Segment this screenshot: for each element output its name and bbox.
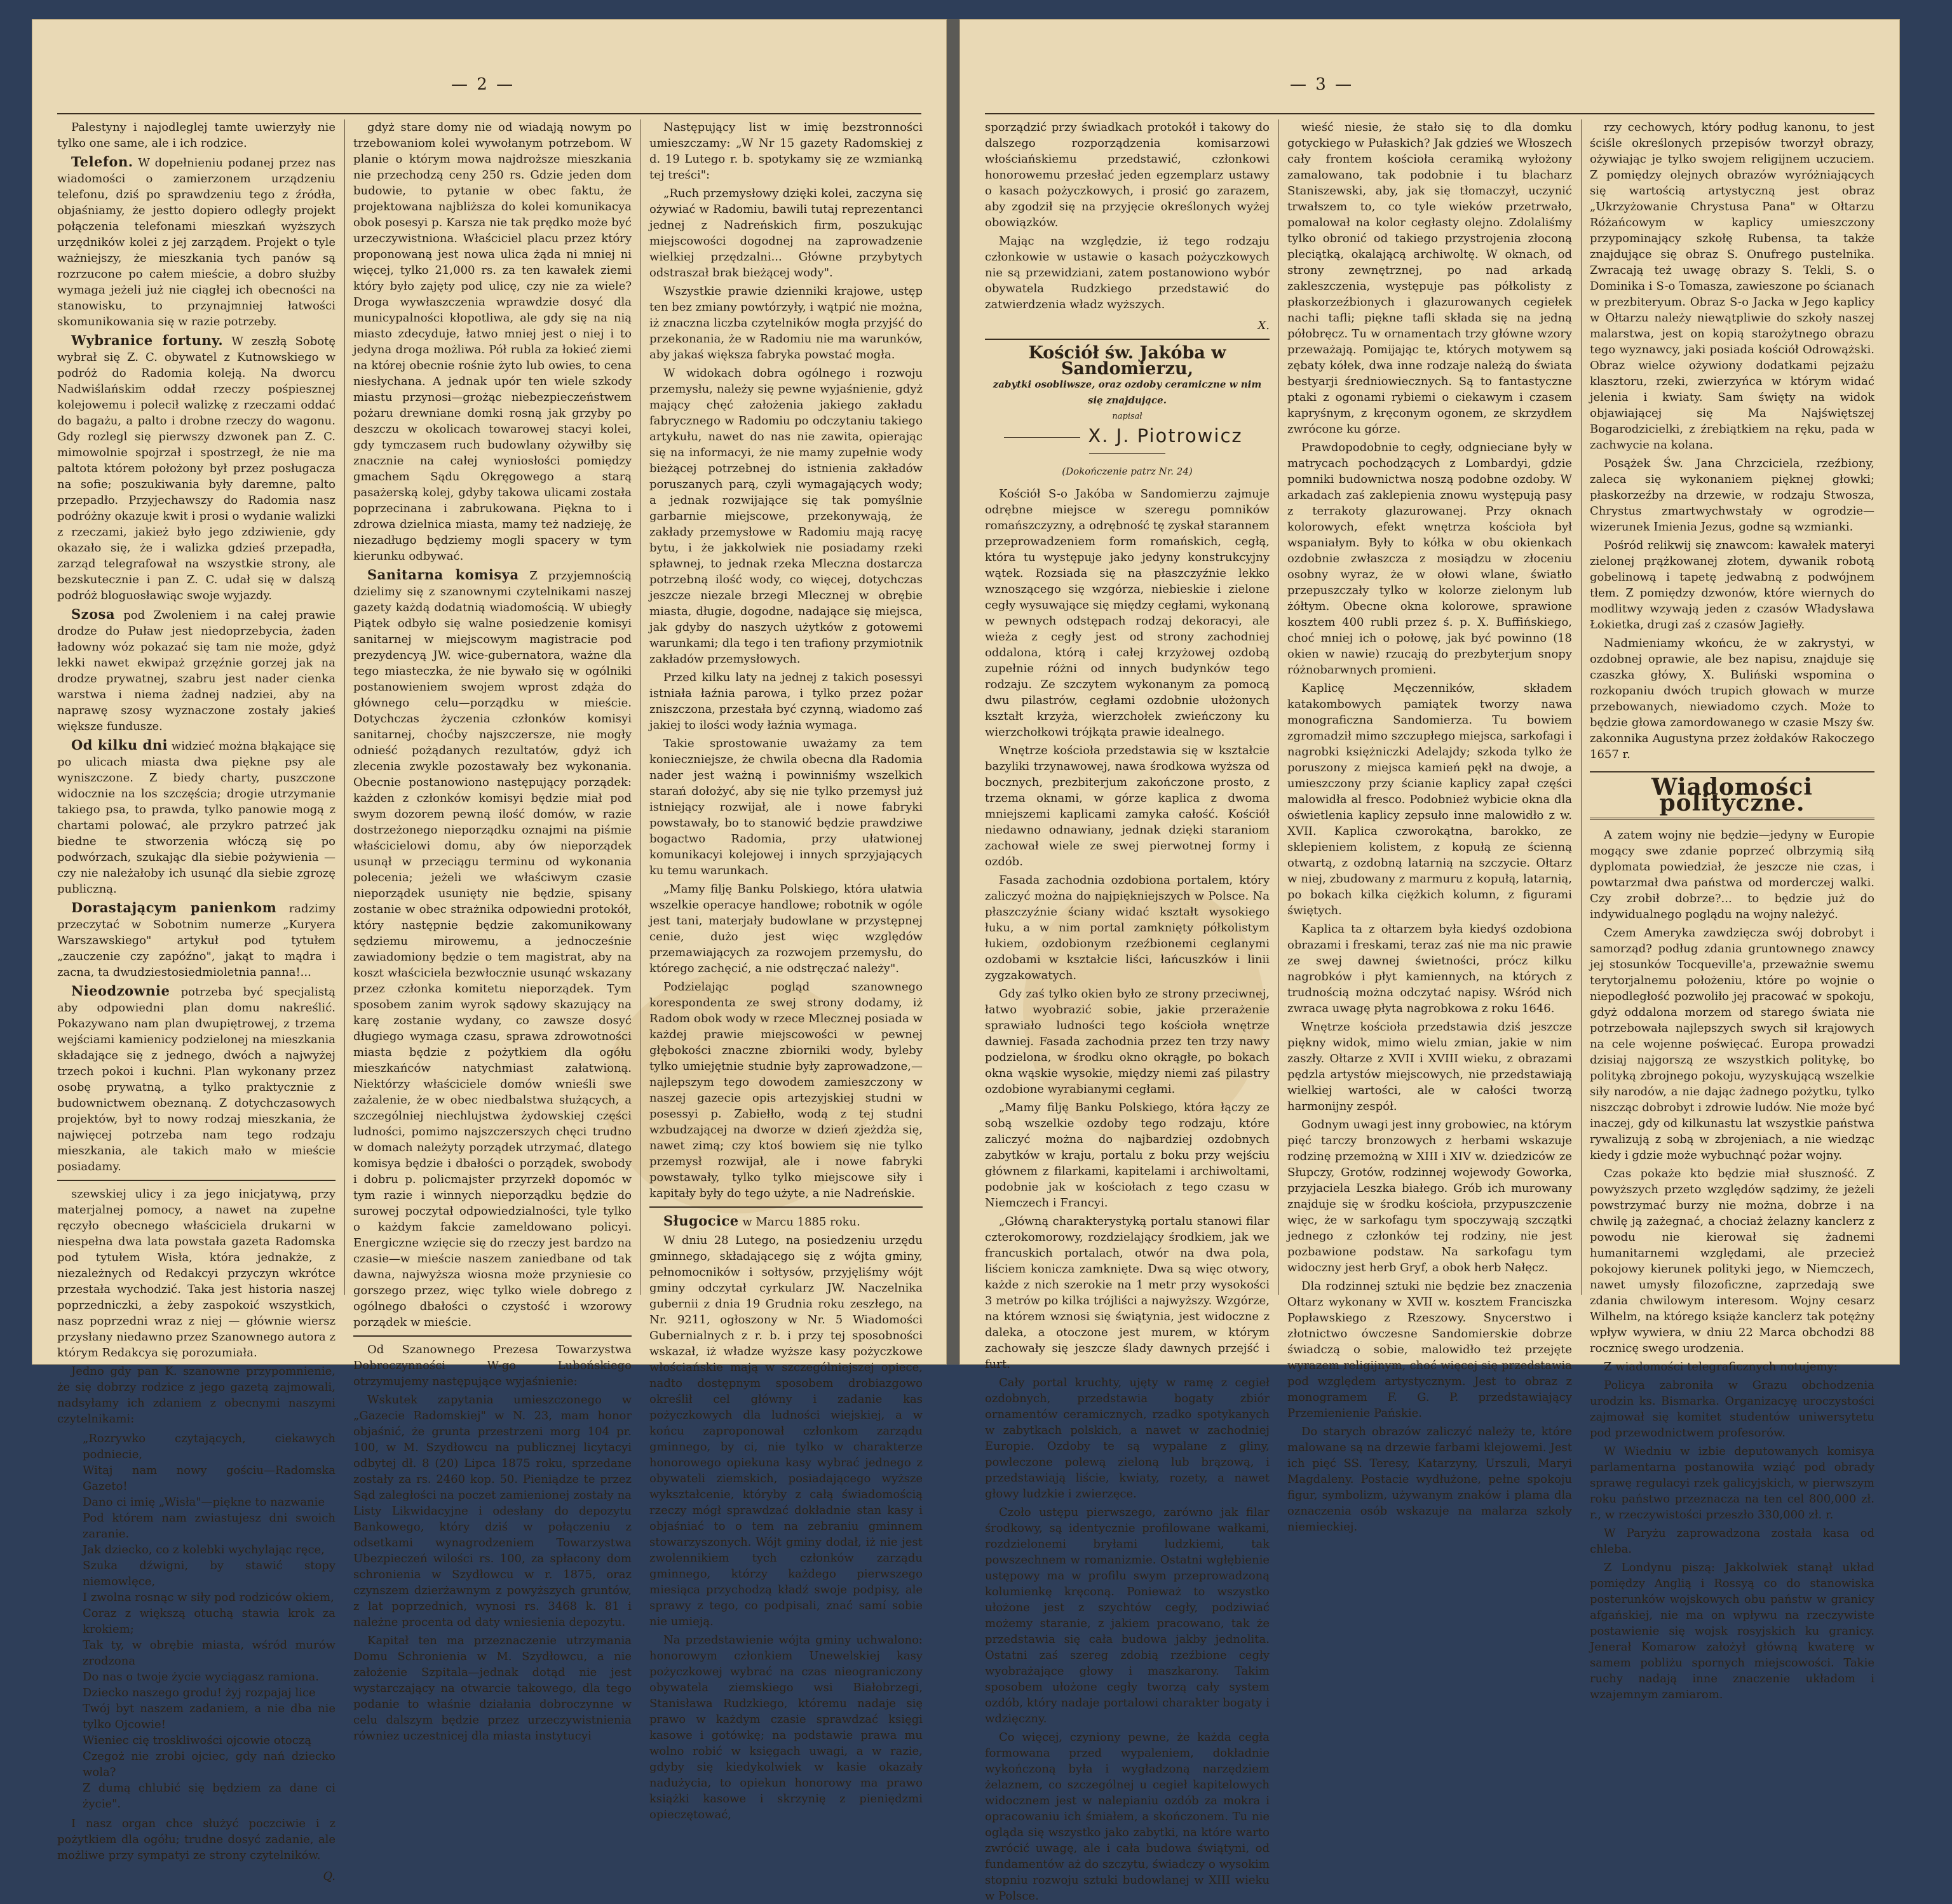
- paragraph-text: W Wiedniu w izbie deputowanych komisya parlamentarna postanowiła wziąć pod obrady sprawę regulacyi rzek galicyjskich, w pierwszym roku państwo przeznacza na ten cel 800,000 zł. r., w rzeczywistości przeszło 330,000 zł. r.: [1590, 1445, 1874, 1522]
- paragraph-text: Prawdopodobnie to cegły, odgnieciane były w matrycach pochodzących z Lombardyi, gdzie pomniki budownictwa noszą podobne ozdoby. W arkadach zaś zaklepienia znowu występują pasy z terrakoty glazurowanej. Przy oknach kolorowych, efekt wnętrza kościoła był wspaniałym. Były to kółka w obu okienkach ozdobnie zwłaszcza z mosiądzu w złoceniu osobny wyraz, że w ołowi wlane, światło przepuszczały tylko w kolorze zielonym lub żółtym. Obecne okna kolorowe, sprawione kosztem 400 rubli przez ś. p. X. Buffińskiego, choć mniej ich o połowę, jak być powinno (18 okien w nawie) rzucają do prezbyterjum snopy różnobarwnych promieni.: [1287, 441, 1572, 677]
- article-title: Kościół św. Jakóba w Sandomierzu,: [1028, 343, 1226, 379]
- poem-line: Dano ci imię „Wisła"—piękne to nazwanie: [83, 1496, 325, 1509]
- article-paragraph: [57, 119, 336, 151]
- article-paragraph: [1590, 537, 1874, 633]
- article-subtitle: zabytki osobliwsze, oraz ozdoby ceramiczne w nim się znajdujące.: [993, 379, 1262, 406]
- article-paragraph: sporządzić przy świadkach protokół i takowy do dalszego rozporządzenia komisarzowi włościańskiemu przedstawić, członkowi honorowemu przesłać jeden egzemplarz ustawy o kasach pożyczkowych, i prosić go zarazem, aby zgodził się na przyjęcie określonych wyżej obowiązków.: [985, 121, 1270, 229]
- paragraph-text: Z Londynu piszą: Jakkolwiek stanął układ pomiędzy Anglią i Rossyą co do stanowiska posterunków wojskowych obu państw w granicy afgańskiej, nie ma on wpływu na rzeczywiste postawienie się wojsk rosyjskich ku granicy. Jenerał Komarow założył główną kwaterę w samem pobliżu spornych miejscowości. Takie ruchy nadają inne znaczenie układom i wzajemnym zamiarom.: [1590, 1561, 1874, 1701]
- paragraph-text: Posążek Św. Jana Chrzciciela, rzeźbiony, zaleca się wykonaniem pięknej głowki; płaskorzeźby na drzewie, w rodzaju Stwosza, Chrystus zmartwychwstały w ogrodzie—wizerunek Imienia Jezus, godne są wzmianki.: [1590, 457, 1874, 534]
- right-page: [959, 19, 1900, 1903]
- article-paragraph: [1590, 1560, 1874, 1703]
- left-column-3: [649, 119, 923, 1821]
- paragraph-text: Fasada zachodnia ozdobiona portalem, który zaliczyć można do najpiękniejszych w Polsce. Na płaszczyźnie ściany widać kształt wysokiego łuku, a w nim portal zamknięty półkolistym łukiem, ozdobionym rzeźbionemi ceglanymi ozdobami w kształcie liści, łańcuszków i linii zygzakowatych.: [985, 874, 1270, 982]
- decorative-rule: [1089, 453, 1165, 454]
- section-title: Wiadomości polityczne.: [1590, 771, 1874, 820]
- paragraph-text: Wskutek zapytania umieszczonego w „Gazecie Radomskiej" w N. 23, mam honor objaśnić, że grunta przestrzeni morg 104 pr. 100, w M. Szydłowcu na publicznej licytacyi odbytej dł. 8 (20) Lipca 1875 roku, sprzedane zostały za rs. 2460 kop. 50. Pieniądze te przez Sąd zaległości na poczet zamienionej zostały na Listy Likwidacyjne i odesłany do depozytu Bankowego, który dziś w połączeniu z odsetkami wynagrodzeniem Towarzystwa Ubezpieczeń wilości rs. 100, za spłacony dom schronienia w Szydłowcu w r. 1875, oraz czynszem dzierżawnym z powyższych gruntów, z lat poprzednich, wynosi rs. 3468 k. 81 i należne procenta od daty wniesienia depozytu.: [353, 1393, 632, 1629]
- article-paragraph: [985, 743, 1270, 870]
- paragraph-text: Kaplicę Męczenników, składem katakombowych pamiątek tworzy nawa monograficzna Sandomierza. Tu bowiem zgromadził mimo szczupłego miejsca, sarkofagi i nagrobki księżniczki Adelajdy; szkoda tylko że poruszony z miejsca kamień pękł na dwoje, a umieszczony przy ścianie kaplicy zapał części malowidła al fresco. Podobnież wybicie okna dla oświetlenia kaplicy zepsuło inne malowidło z w. XVII. Kaplica czworokątna, barokko, ze sklepieniem kolistem, z kopułą ze ścienną otwartą, z ozdobną latarnią na szczycie. Ołtarz w niej, zbudowany z marmuru z kopułą, latarnią, po bokach kilka ciężkich kolumn, z figurami świętych.: [1287, 682, 1572, 917]
- paragraph-text: Przed kilku laty na jednej z takich posessyi istniała łaźnia parowa, i tylko przez pożar zniszczona, przestała być czynną, wiadomo zaś jakiej to ilości wody łaźnia wymaga.: [649, 671, 923, 732]
- paragraph-lead: Szosa: [71, 606, 116, 622]
- paragraph-text: Podzielając pogląd szanownego korespondenta ze swej strony dodamy, iż Radom obok wody w rzece Mlecznej posiada w każdej prawie miejscowości w pewnej głębokości znaczne zbiorniki wody, byleby tylko umiejętnie studnie były zaprowadzone,—najlepszym tego dowodem zamieszczony w naszej gazecie opis artezyjskiej studni w posessyi p. Zabiełło, wodą z tej studni wzbudzającej na dworze w dzień zjeżdża się, nawet zimą; czy ktoś bowiem się nie tylko przemysł rozwijał, ale i nowe fabryki powstawały, tylko tylko miejscowe siły i kapitały były do tego użyte, a nie Nadreńskie.: [649, 980, 923, 1200]
- article-paragraph: I nasz organ chce służyć poczciwie i z pożytkiem dla ogółu; trudne dosyć zadanie, ale możliwe przy sympatyi ze strony czytelników.: [57, 1817, 336, 1862]
- paragraph-text: „Mamy filję Banku Polskiego, która ułatwia wszelkie operacye handlowe; robotnik w ogóle jest tani, materjały budowlane w przystępnej cenie, dużo jest więc względów przemawiających za rozwojem przemysłu, do którego zachęcić, a nie odstręczać należy".: [649, 882, 923, 975]
- poem-line: Z dumą chlubić się będziem za dane ci życie".: [83, 1781, 336, 1811]
- paragraph-text: Gdy zaś tylko okien było ze strony przeciwnej, łatwo wyobrazić sobie, jakie przerażenie sprawiało ludności tego kościoła wnętrze dawniej. Fasada zachodnia przez ten trzy nawy podzielona, w środku okno okrągłe, po bokach okna wąskie wysokie, między niemi zaś pilastry ozdobione wyrabianymi cegłami.: [985, 987, 1270, 1096]
- paragraph-text: Pośród relikwij się znawcom: kawałek materyi zielonej prążkowanej złotem, dywanik robotą gobelinową i tapetę jedwabną z podwójnem tłem. Z pomiędzy dzwonów, które wiernych do modlitwy wzywają jeden z czasów Władysława Łokietka, drugi zaś z czasów Jagiełły.: [1590, 539, 1874, 631]
- article-paragraph: [1590, 119, 1874, 453]
- paragraph-text: potrzeba być specjalistą aby odpowiedni plan domu nakreślić. Pokazywano nam plan dwupiętrowej, z trzema wejściami kamienicy podzielonej na mieszkania składające się z jednego, dwóch a najwyżej trzech pokoi i kuchni. Plan wykonany przez osobę prywatną, a tylko praktycznie z budownictwem obeznaną. Z dotychczasowych projektów, był to nowy rodzaj mieszkania, że najwięcej potrzeba nam tego rodzaju mieszkania, ale takich mało w mieście posiadamy.: [57, 985, 336, 1173]
- article-paragraph: [985, 872, 1270, 983]
- paragraph-text: Palestyny i najodleglej tamte uwierzyły nie tylko one same, ale i ich rodzice.: [57, 121, 336, 150]
- section-divider: [649, 1206, 923, 1208]
- article-paragraph: [1590, 635, 1874, 762]
- column-rule: [344, 119, 345, 1295]
- paragraph-lead: Nieodzownie: [71, 983, 170, 999]
- paragraph-text: Wszystkie prawie dzienniki krajowe, ustęp ten bez zmiany powtórzyły, i wątpić nie można, iż znaczna liczba czytelników mogła przyjść do przekonania, że w Radomiu nie ma warunków, aby jakaś większa fabryka powstać mogła.: [649, 285, 923, 361]
- article-paragraph: [1287, 1424, 1572, 1535]
- paragraph-text: Następujący list w imię bezstronności umieszczamy: „W Nr 15 gazety Radomskiej z d. 19 Lutego r. b. spotykamy się ze wzmianką tej treści":: [649, 121, 923, 182]
- page-number-left: — 2 —: [451, 75, 515, 94]
- article-paragraph: [57, 737, 336, 897]
- page-number-right: — 3 —: [1290, 75, 1354, 94]
- article-continuation-note: (Dokończenie patrz Nr. 24): [1062, 466, 1193, 477]
- article-signature: Q.: [323, 1870, 336, 1883]
- decorative-rule: [1004, 437, 1080, 438]
- paragraph-lead: Sługocice: [663, 1213, 739, 1229]
- poem-line: Tak ty, w obrębie miasta, wśród murów zrodzona: [83, 1638, 336, 1668]
- article-paragraph: [57, 983, 336, 1175]
- paragraph-lead: Wybranice fortuny.: [71, 332, 224, 348]
- poem-line: Dziecko naszego grodu! żyj rozpajaj lice: [83, 1686, 316, 1699]
- article-heading: [985, 345, 1270, 480]
- poem-line: Pod którem nam zwiastujesz dni swoich zaranie.: [83, 1511, 336, 1541]
- article-paragraph: [57, 900, 336, 980]
- paragraph-text: W dniu 28 Lutego, na posiedzeniu urzędu gminnego, składającego się z wójta gminy, pełnomocników i sołtysów, przyjęliśmy wójt gminy odczytał cyrkularz JW. Naczelnika gubernii z dnia 19 Grudnia roku zeszłego, na Nr. 9211, ogłoszony w Nr. 5 Wiadomości Gubernialnych z r. b. i przy tej sposobności wskazał, iż władze wyższe kasy pożyczkowe włościańskie mają w szczególniejszej opiece, nadto dostępnym sposobem drobiazgowo określił cel główny i zadanie kas pożyczkowych dla ludności wiejskiej, a w końcu zaproponował członkom zarządu gminnego, by ci, nie tylko w charakterze honorowego opiekuna kasy wybrać jednego z obywateli ziemskich, posiadającego wyższe wykształcenie, któryby z całą świadomością rzeczy mógł sprawdzać dokładnie stan kasy i objaśniać to o tem na zebraniu gminnem stowarzyszonych. Wójt gminy dodał, iż nie jest zwolennikiem tych członków zarządu gminnego, którzy każdego pierwszego miesiąca przychodzą kładź swoje podpisy, ale sprawy z tego, co podpisali, znać samí sobie nie umieją.: [649, 1234, 923, 1628]
- paragraph-text: w Marcu 1885 roku.: [742, 1215, 860, 1229]
- article-paragraph: [649, 1232, 923, 1630]
- article-paragraph: [57, 606, 336, 734]
- paragraph-text: Takie sprostowanie uważamy za tem konieczniejsze, że chwila obecna dla Radomia nader jest ważną i powinniśmy wszelkich starań dołożyć, aby się nie tylko przemysł już istniejący rozwijał, ale i nowe fabryki powstawały, bo to stanowić będzie prawdziwe bogactwo Radomia, przy ułatwionej komunikacyi kolejowej i innych sprzyjających ku temu warunkach.: [649, 737, 923, 877]
- article-paragraph: [985, 1100, 1270, 1211]
- article-paragraph: [649, 881, 923, 976]
- paragraph-text: Kościół S-o Jakóba w Sandomierzu zajmuje odrębne miejsce w szeregu pomników romańszczyzny, a odrębność tę zyskał starannem przeprowadzeniem form romańskich, cegłą, która tu występuje jako jedyny konstrukcyjny wątek. Rozsiada się na płaszczyźnie lekko wznoszącego się wzgórza, niebieskie i zielone cegły wysuwające się między cegłami, wykonaną w pewnych odstępach rodzaj dekoracyi, ale wieża z cegły jest od strony zachodniej oddalona, którą i całej krzyżowej ozdobą zupełnie różni od innych budynków tego rodzaju. Ze szczytem wykonanym za pomocą dwu pilastrów, cegłami ozdobnie ułożonych kształt krzyża, wierzchołek zwieńczony ku wierzchołkowi trójkąta prawie idealnego.: [985, 487, 1270, 739]
- article-paragraph: [57, 332, 336, 604]
- poem-line: Witaj nam nowy gościu—Radomska Gazeto!: [83, 1464, 336, 1493]
- article-author-name: X. J. Piotrowicz: [1088, 425, 1243, 447]
- article-paragraph: [1287, 440, 1572, 678]
- paragraph-text: gdyż stare domy nie od wiadają nowym po trzebowaniom kolei wywołanym potrzebom. W planie o którym mowa najdroższe mieszkania nie przechodzą ceny 250 rs. Gdzie jeden dom budowie, to pytanie w obec faktu, że projektowana najbliższa do kolei komunikacya obok posesyi p. Karsza nie tak prędko może być urzeczywistniona. Właściciel placu przez który proponowaną jest nowa ulica żąda ni mniej ni więcej, tylko 21,000 rs. za ten kawałek ziemi który było zajęty pod ulicę, czy nie za wiele? Droga wywłaszczenia wprawdzie dosyć dla municypalności kłopotliwa, ale gdy się na nią miasto zdecyduje, łatwo mniej jest o niej i to jedyna droga możliwa. Pół rubla za łokieć ziemi na której obecnie rośnie żyto lub owies, to cena niesłychana. A jednak upór ten wiele szkody miastu przynosi—grożąc niebezpieczeństwem pożaru drewniane domki rosną jak grzyby po deszczu w okolicach towarowej stacyi kolei, gdy tymczasem ruch budowlany ożywiłby się znacznie na całej wyniosłości pomiędzy gmachem Sądu Okręgowego a starą pasażerską kolej, gdyby takowa ulicami została poprzecinana i zabrukowana. Piękna to i zdrowa dzielnica miasta, mamy też nadzieję, że niezadługo będziemy mogli spacery w tym kierunku odbywać.: [353, 121, 632, 563]
- right-column-2: [1287, 119, 1572, 1534]
- article-paragraph: [985, 486, 1270, 740]
- article-paragraph: [1287, 1117, 1572, 1276]
- poem-block: [83, 1431, 336, 1812]
- article-paragraph: [1590, 1377, 1874, 1441]
- paragraph-text: Z wiadomości telegraficznych notujemy:: [1604, 1360, 1838, 1374]
- paragraph-text: Od Szanownego Prezesa Towarzystwa Dobroczynności W-go Lubońskiego otrzymujemy następujące wyjaśnienie:: [353, 1343, 632, 1388]
- paragraph-text: Godnym uwagi jest inny grobowiec, na którym pięć tarczy bronzowych z herbami wskazuje rodzinę przemożną w XIII i XIV w. dziedziców ze Słupczy, Grotów, rodzinnej wojewody Goworka, przyjaciela Leszka białego. Grób ich murowany znajduje się w środku kościoła, przypuszczenie więc, że w sarkofagu tym spoczywają szczątki jednego z członków tej rodziny, nie jest pozbawione podstaw. Na sarkofagu tym widoczny jest herb Gryf, a obok herb Nałęcz.: [1287, 1118, 1572, 1274]
- paragraph-text: „Główną charakterystyką portalu stanowi filar czterokomorowy, rozdzielający środkiem, jak we francuskich portalach, otwór na dwa pola, liściem konicza zamknięte. Dwa są więc otwory, każde z nich szerokie na 1 metr przy wysokości 3 metrów po kilka trójliści a najwyższy. Wzgórze, na którem wznosi się świątynia, jest widoczne z daleka, a otoczone jest murem, w którym zachowały się jeszcze ślady dawnych przejść i furt.: [985, 1215, 1270, 1371]
- paragraph-text: szewskiej ulicy i za jego inicjatywą, przy materjalnej pomocy, a nawet na zupełne ręczyło obecnego właściciela drukarni w niespełna dwa lata powstała gazeta Radomska pod tytułem Wisła, która jednakże, z niezależnych od Redakcyi przyczyn wkrótce przestała wychodzić. Taka jest historia naszej poprzedniczki, a żeby zaspokoić wszystkich, nasz poprzedni wraz z niej — głównie wiersz przysłany niedawno przez Szanownego autora z którym Redakcya się porozumiała.: [57, 1187, 336, 1360]
- section-divider: [985, 339, 1270, 340]
- column-rule: [640, 119, 641, 1295]
- article-paragraph: Mając na względzie, iż tego rodzaju członkowie w ustawie o kasach pożyczkowych nie są przewidziani, zatem postanowiono wybór obywatela Rudzkiego przedstawić do zatwierdzenia władz wyższych.: [985, 234, 1270, 311]
- article-paragraph: [1287, 1278, 1572, 1421]
- article-paragraph: [1590, 1166, 1874, 1356]
- left-column-2: [353, 119, 632, 1743]
- column-rule: [1278, 119, 1279, 1295]
- article-paragraph: [1590, 925, 1874, 1163]
- article-paragraph: [985, 1213, 1270, 1372]
- paragraph-text: pod Zwoleniem i na całej prawie drodze do Puław jest niedoprzebycia, żaden ładowny wóz pokazać się tam nie może, gdyż lekki nawet ekwipaż grzęźnie gorzej jak na drodze prywatnej, szabru jest nader cienka warstwa i niema żadnej nadziei, aby na naprawę szosy wyznaczone zostały jakieś większe fundusze.: [57, 609, 336, 733]
- paragraph-text: „Ruch przemysłowy dzięki kolei, zaczyna się ożywiać w Radomiu, bawili tutaj reprezentanci jednej z Nadreńskich firm, poszukując miejscowości dogodnej na zaprowadzenie wielkiej przędzalni... Główne przybytych odstraszał brak bieżącej wody".: [649, 187, 923, 280]
- article-paragraph: [1590, 1359, 1874, 1375]
- header-rule: [985, 113, 1874, 114]
- article-paragraph: [649, 670, 923, 733]
- article-paragraph: [649, 119, 923, 183]
- paragraph-text: wieść niesie, że stało się to dla domku gotyckiego w Pułaskich? Jak gdzieś we Włoszech cały frontem kościoła ceramiką wyłożony zamalowano, tak podobnie i tu blacharz Staniszewski, aby, jak się tłomaczył, uczynić trwałszem to, co tyle wieków przetrwało, pomalował na kolor cegłasty olejno. Zdolaliśmy tylko obronić od takiego przystrojenia złoconą pleciątką, okalającą archiwoltę. W oknach, od strony zewnętrznej, po nad arkadą zakleszczenia, występuje pas półkolisty z płaskorzeźbionych i glazurowanych cegiełek nachi tafli; piękne tafli składa się na jedną półobręcz. Tu w ornamentach trzy główne wzory przeważają. Pomijając te, których motywem są zębaty kółek, dwa inne rodzaje należą do świata bestyarji średniowiecznych. Są to fantastyczne ptaki z ogonami rybiemi o ciekawym i czasem kapryśnym, z kręconym ogonem, ze skrzydłem zwrócone ku górze.: [1287, 121, 1572, 436]
- section-divider: [353, 1335, 632, 1337]
- spine-gutter: [947, 19, 959, 1365]
- paragraph-text: Kaplica ta z ołtarzem była kiedyś ozdobiona obrazami i freskami, teraz zaś nie ma nic prawie ze swej dawnej świetności, prócz kilku nagrobków i płyt kamiennych, na których z trudnością można odczytać napisy. Wśród nich zwraca uwagę płyta nagrobkowa z roku 1646.: [1287, 922, 1572, 1015]
- article-paragraph: [1287, 119, 1572, 437]
- paragraph-lead: Od kilku dni: [71, 737, 168, 753]
- paragraph-text: rzy cechowych, który podług kanonu, to jest ściśle określonych przepisów tworzył obrazy, ożywiając je tylko swojem religijnem uczuciem. Z pomiędzy olejnych obrazów wyróżniających się wartością artystyczną jest obraz „Ukrzyżowanie Chrystusa Pana" w Ołtarzu Różańcowym w kaplicy umieszczony przypominający szkołę Rubensa, ta także znajdujące się obraz S. Onufrego pustelnika. Zwracają też uwagę obrazy S. Tekli, S. o Dominika i S-o Tomasza, zawieszone po ścianach w prezbiteryum. Obraz S-o Jacka w Jego kaplicy w Ołtarzu należy niewątpliwie do szkoły naszej malarstwa, jest on kopią starożytnego obrazu tego wyznawcy, jaki posiada kościół Odrowążski. Obraz wielce ożywiony dodatkami pejzażu klasztoru, rzeki, zwierzyńca w którym widać jelenia i kwiaty. Sam święty na widok objawiającej się Ma Najświętszej Bogarodzicielki, z źrebiątkiem na ręku, pada w zachwycie na kolana.: [1590, 121, 1874, 452]
- article-paragraph: [57, 1363, 336, 1427]
- paragraph-text: W Paryżu zaprowadzona została kasa od chleba.: [1590, 1527, 1874, 1556]
- poem-line: „Rozrywko czytających, ciekawych podniecie,: [83, 1432, 336, 1461]
- paragraph-text: Nadmieniamy wkońcu, że w zakrystyi, w ozdobnej oprawie, ale bez napisu, znajduje się czaszka główy, X. Buliński wspomina o rozkopaniu dwóch trupich głowach w murze przebowanych, niewiadomo czych. Może to będzie głowa zamordowanego w czasie Mszy św. zakonnika Augustyna przez żołdaków Rakoczego 1657 r.: [1590, 637, 1874, 761]
- paragraph-text: Dla rodzinnej sztuki nie będzie bez znaczenia Ołtarz wykonany w XVII w. kosztem Franciszka Popławskiego z Rzeszowy. Snycerstwo i złotnictwo ówczesne Sandomierskie dobrze świadczą o sobie, malowidło też przejęte wyrazem religijnym, choć więcej się przedstawia pod względem artystycznym. Jest to obraz z monogramem F. G. P. przedstawiający Przemienienie Pańskie.: [1287, 1279, 1572, 1420]
- article-paragraph: [649, 283, 923, 363]
- article-paragraph: [57, 1186, 336, 1361]
- poem-line: Do nas o twoje życie wyciągasz ramiona.: [83, 1670, 320, 1684]
- article-paragraph: [353, 119, 632, 564]
- article-paragraph: [353, 1342, 632, 1389]
- paragraph-text: W widokach dobra ogólnego i rozwoju przemysłu, należy się pewne wyjaśnienie, gdyż mający chęć założenia jakiego zakładu fabrycznego w Radomiu po odczytaniu takiego artykułu, nawet do nas nie zawita, opierając się na informacyi, że nie mamy zupełnie wody bieżącej potrzebnej do istnienia zakładów poruszanych parą, czyli wymagających wody; a jednak rozwijające się tak pomyślnie garbarnie miejscowe, przekonywają, że zakłady przemysłowe w Radomiu mają racyę bytu, i że jakkolwiek nie posiadamy rzeki spławnej, to jednak rzeka Mleczna dostarcza potrzebną ilość wody, co więcej, dotychczas jeszcze niezale brzegi Mlecznej w obrębie miasta, długie, dogodne, nadające się miejsca, jak gdyby do naszych użytków z gotowemi warunkami; dla tego i ten trafiony przymiotnik zakładów przemysłowych.: [649, 367, 923, 666]
- paragraph-text: Kapitał ten ma przeznaczenie utrzymania Domu Schronienia w M. Szydłowcu, a nie założenie Szpitala—jednak dotąd nie jest wystarczający na otwarcie takowego, dla tego podanie to właśnie działania dobroczynne w celu dalszym będzie przez urzeczywistnienia równiez uczestnicej dla miasta instytucyi: [353, 1634, 632, 1743]
- paragraph-text: Co więcej, czyniony pewne, że każda cegła formowana przed wypaleniem, dokładnie wykończoną była i wygładzoną narzędziem żelaznem, co szczególnej u cegieł kapitelowych widocznem jest w nalepianiu ozdób za mokra i opracowaniu ich śmiałem, a skończonem. Tu nie ogląda się wszystko jako zabytki, na które warto zwrócić uwagę, ale i cała budowa świątyni, od fundamentów aż do szczytu, świadczy o wysokim stopniu rozwoju sztuki budowlanej w XIII wieku w Polsce.: [985, 1731, 1270, 1903]
- poem-line: I zwolna rosnąc w siły pod rodziców okiem,: [83, 1591, 334, 1604]
- article-paragraph: [649, 1632, 923, 1823]
- article-paragraph: [1287, 680, 1572, 919]
- paragraph-text: W zeszłą Sobotę wybrał się Z. C. obywatel z Kutnowskiego w podróż do Radomia koleją. Na dworcu Nadwiślańskim oddał rzeczy pośpiesznej kolejowemu i polecił walizkę z rzeczami oddać do bagażu, a palto i drobne rzeczy do wagonu. Gdy rozlegl się pierwszy dzwonek pan Z. C. mimowolnie spojrzał i spostrzegł, że nie ma paltota którem położony był przez posługacza na sofie; poszukiwania były daremne, palto przepadło. Przyjechawszy do Radomia nasz podróżny okazuje kwit i prosi o wydanie walizki z rzeczami, jakież było jego zdziwienie, gdy okazało się, że i walizka gdzieś przepadła, zarząd telegrafował na wszystkie strony, ale bezskutecznie i pan Z. C. udał się w dalszą podróż bloguosławiąc swoje wyjazdy.: [57, 335, 336, 602]
- paragraph-text: Czoło ustępu pierwszego, zarówno jak filar środkowy, są identycznie profilowane wałkami, rozdzielonemi bryłami ludzkiemi, tak powszechnem w romanizmie. Ostatni wgłębienie ustępowy ma w profilu swym przeprowadzoną kolumienkę kręconą. Ponieważ to wszystko ułożone jest z szychtów cegły, podziwiać możemy staranie, z jakiem pracowano, tak że przedstawia się cała budowa jakby jednolita. Ostatni zaś szereg zdobią rzeźbione cegły wyobrażające głowy i maszkarony. Takim sposobem ułożone cegły tworzą cały system ozdób, który nadaje portalowi charakter bogaty i wdzięczny.: [985, 1506, 1270, 1725]
- paragraph-lead: Dorastającym panienkom: [71, 900, 277, 915]
- poem-line: Twój byt naszem zadaniem, a nie dba nie tylko Ojcowie!: [83, 1702, 336, 1731]
- article-paragraph: [649, 979, 923, 1201]
- article-paragraph: [1287, 1019, 1572, 1114]
- paragraph-text: Policya zabroniła w Grazu obchodzenia urodzin ks. Bismarka. Organizacyę uroczystości zajmował się komitet studentów uniwersytetu pod przewodnictwem profesorów.: [1590, 1379, 1874, 1440]
- paragraph-text: Jedno gdy pan K. szanowne przypomnienie, że się dobrzy rodzice z jego gazetą zajmowali, nadsyłamy ich zdaniem z obecnymi naszymi czytelnikami:: [57, 1365, 336, 1426]
- article-paragraph: [1590, 456, 1874, 535]
- article-author: [985, 425, 1270, 460]
- article-paragraph: [57, 154, 336, 330]
- paragraph-text: radzimy przeczytać w Sobotnim numerze „Kuryera Warszawskiego" artykuł pod tytułem „zauczenie czy zapóźno", jakąt to mądra i zacna, ta dwudziestosiedmioletnia panna!...: [57, 902, 336, 979]
- poem-line: Szuka dźwigni, by stawić stopy niemowlęce,: [83, 1559, 336, 1588]
- article-paragraph: [985, 1375, 1270, 1502]
- left-page: [32, 19, 947, 1883]
- left-column-1: [57, 119, 336, 1883]
- article-paragraph: [1590, 827, 1874, 922]
- column-rule: [1581, 119, 1582, 1295]
- paragraph-text: Wnętrze kościoła przedstawia dziś jeszcze piękny widok, mimo wielu zmian, jakie w nim zaszły. Ołtarze z XVII i XVIII wieku, z obrazami pędzla artystów miejscowych, nie przedstawiają wielkiej wartości, ale w całości tworzą harmonijny zespół.: [1287, 1020, 1572, 1113]
- paragraph-text: Wnętrze kościoła przedstawia się w kształcie bazyliki trzynawowej, nawa środkowa wyższa od bocznych, prezbiterjum zakończone prosto, z trzema oknami, w górze kaplica z dwoma mniejszemi kaplicami zamyka całość. Kościół niedawno odnawiany, jednak dzięki staraniom zachował wiele ze swej pierwotnej formy i ozdób.: [985, 744, 1270, 868]
- right-column-3: [1590, 119, 1874, 1701]
- right-column-1: [985, 119, 1270, 1903]
- article-paragraph: [649, 186, 923, 281]
- article-paragraph: [1287, 921, 1572, 1016]
- article-paragraph: [985, 986, 1270, 1097]
- paragraph-lead: Telefon.: [71, 154, 133, 170]
- paragraph-text: widzieć można błąkające się po ulicach miasta dwa piękne psy ale wyniszczone. Z biedy charty, puszczone widocznie na los szczęścia; drogie utrzymanie takiego psa, to prawda, tylko panowie mogą z chartami polować, ale przykro patrzeć jak biedne te stworzenia włóczą się po podwórzach, szukając dla siebie pożywienia — czy nie należałoby ich usunąć dla siebie zgrozę publiczną.: [57, 739, 336, 896]
- paragraph-text: Cały portal kruchty, ujęty w ramę z cegieł ozdobnych, przedstawia bogaty zbiór ornamentów ceramicznych, rzadko spotykanych w zabytkach polskich, a nawet w zachodniej Europie. Ozdoby te są wypalane z gliny, powleczone polewą zieloną lub brązową, i przedstawiają liście, kwiaty, rozety, a nawet głowy ludzkie i zwierzęce.: [985, 1376, 1270, 1501]
- poem-line: Jak dziecko, co z kolebki wychylając ręce,: [83, 1543, 325, 1556]
- article-paragraph: [353, 1633, 632, 1744]
- paragraph-text: Z przyjemnością dzielimy się z szanownymi czytelnikami naszej gazety każdą dodatnią wiadomością. W ubiegły Piątek odbyło się walne posiedzenie komisyi sanitarnej w miejscowym magistracie pod prezydencyą JW. wice-gubernatora, ważne dla tego miasteczka, że nie bywało się w ogólniki postanowieniem swojem wprost zdąża do głównego celu—porządku w mieście. Dotychczas życzenia członków komisyi sanitarnej, choćby najszczersze, nie mogły odnieść pożądanych rezultatów, gdyż ich zlecenia zwykle pozostawały bez wykonania. Obecnie postanowiono następujący porządek: każden z członków komisyi będzie miał pod swym dozorem pewną ilość domów, w razie dostrzeżonego nieporządku oznajmi na piśmie właścicielowi domu, aby ów nieporządek usunął w przeciągu terminu od wykonania polecenia; jeżeli we właściwym czasie nieporządek usunięty nie będzie, spisany zostanie w obec strażnika odpowiedni protokół, który następnie będzie zakomunikowany sędziemu mirowemu, a jednocześnie zawiadomiony będzie o tem magistrat, aby na koszt właściciela bezwłocznie usunąć wskazany przez członka komitetu nieporządek. Tym sposobem zanim wyrok sądowy skazujący na karę zostanie wydany, co zawsze dosyć długiego wymaga czasu, sprawa zdrowotności miasta będzie z pożytkiem dla ogółu mieszkańców natychmiast załatwioną. Niektórzy właściciele domów wnieśli swe zażalenie, że w obec niedbalstwa służących, a szczególniej niechlujstwa żydowskiej części ludności, pomimo najszczerszych chęci trudno w domach należyty porządek utrzymać, dlatego komisya będzie i dbałości o porządek, swobody i dobru p. policmajster przyrzekł dopomóc w tym razie i winnych nieporządku będzie do surowej poczytał odpowiedzialności, tyle tylko o każdym fakcie zameldowano policyi. Energiczne wzięcie się do rzeczy jest bardzo na czasie—w mieście naszem zaniedbane od tak dawna, najwyższa wiosna może przyniesie co gorszego przez, więc tylko wiele dobrego z ogólnego dbałości o czystość i wzorowy porządek w mieście.: [353, 569, 632, 1329]
- article-paragraph: [353, 567, 632, 1330]
- paragraph-text: A zatem wojny nie będzie—jedyny w Europie mogący swe zdanie poprzeć olbrzymią siłą dyplomata powiedział, że jeszcze nie czas, i powtarzmał dwa państwa od morderczej walki. Czy zrobił dobrze?... to będzie już do indywidualnego poglądu na wojny należyć.: [1590, 828, 1874, 921]
- poem-line: Wieniec cię troskliwości ojcowie otoczą: [83, 1734, 312, 1747]
- section-divider: [57, 1180, 336, 1181]
- paragraph-text: „Mamy filję Banku Polskiego, która łączy ze sobą wszelkie ozdoby tego rodzaju, które zaliczyć można do najbardziej ozdobnych zabytków w kraju, portalu z boku przy wejściu głównem z filarkami, kapitelami i archiwoltami, podobnie jak w kościołach z tego czasu w Niemczech i Francyi.: [985, 1101, 1270, 1210]
- article-paragraph: [353, 1392, 632, 1630]
- article-paragraph: [649, 365, 923, 667]
- paragraph-text: Do starych obrazów zaliczyć należy te, które malowane są na drzewie farbami klejowemi. Jest ich pięć SS. Teresy, Katarzyny, Urszuli, Maryi Magdaleny. Postacie wydłużone, pełne spokoju figur, symbolizm, używanym znaków i plama dla oznaczenia osób wskazuje na malarza szkoły niemieckiej.: [1287, 1425, 1572, 1534]
- paragraph-text: Czem Ameryka zawdzięcza swój dobrobyt i samorząd? podług zdania gruntownego znawcy jej stosunków Tocqueville'a, przeważnie swemu terytorjalnemu położeniu, które po wojnie o niepodległość pozwoliło jej pracować w spokoju, gdyż oddalona morzem od starego świata nie potrzebowała najlepszych swych sił krajowych na cele wojenne poświęcać. Europa prowadzi dzisiaj najgorszą ze wszystkich politykę, bo polityką zbrojnego pokoju, wyzyskującą wszelkie siły narodów, a nie dając żadnego pożytku, tylko niszcząc dobrobyt i zdrowie ludów. Nie może być inaczej, gdy od kilkunastu lat wszystkie państwa rywalizują z sobą w zbrojeniach, a nie wiedząc kiedy i gdzie może wybuchnąć pożar wojny.: [1590, 926, 1874, 1162]
- article-signature: X.: [1257, 319, 1270, 332]
- article-paragraph: [649, 736, 923, 879]
- poem-line: Coraz z większą otuchą stawia krok za krokiem;: [83, 1607, 336, 1636]
- article-byline-label: napisał: [1112, 412, 1142, 421]
- article-paragraph: [1590, 1443, 1874, 1523]
- article-paragraph: [649, 1213, 923, 1230]
- poem-line: Czegoż nie zrobi ojciec, gdy nań dziecko wola?: [83, 1750, 336, 1779]
- paragraph-text: Na przedstawienie wójta gminy uchwalono: honorowym członkiem Unewelskiej kasy pożyczkowej wybrać na czas nieograniczony obywatela ziemskiego wsi Białobrzegi, Stanisława Rudzkiego, któremu nadaje się prawo w każdym czasie sprawdzać księgi kasowe i gotówkę; na podstawie prawa mu wolno robić w księgach uwagi, a w razie, gdyby się kiedykolwiek w kasie okazały nadużycia, to opiekun honorowy ma prawo książki kasowe i skrzynię z pieniędzmi opieczętować,: [649, 1633, 923, 1821]
- header-rule: [57, 113, 921, 114]
- article-paragraph: [985, 1729, 1270, 1904]
- paragraph-text: Czas pokaże kto będzie miał słuszność. Z powyższych przeto względów sądzimy, że jeżeli powstrzymać burzy nie można, dobrze i na chwilę ją zażegnać, a chociaż żelazny kanclerz z powodu nie kierował się żadnemi humanitarnemi względami, ale przecież pokojowy kierunek polityki jego, w Niemczech, nawet umysły filozoficzne, zaprzedają swe zdania chwilowym interesom. Wojny cesarz Wilhelm, na którego książe kanclerz tak potężny wpływ wywiera, w dniu 22 Marca obchodzi 88 rocznicę swego urodzenia.: [1590, 1167, 1874, 1355]
- paragraph-text: W dopełnieniu podanej przez nas wiadomości o zamierzonem urządzeniu telefonu, dziś po sprawdzeniu tego z źródła, objaśniamy, że jestto dopiero odległy projekt połączenia telefonami mieszkań wyższych urzędników kolei z jej zarządem. Projekt o tyle ważniejszy, że mieszkania tych panów są rozrzucone po całem mieście, a dobro służby wymaga jeżeli już nie ciągłej ich obecności na stanowisku, to przynajmniej łatwości skomunikowania się w razie potrzeby.: [57, 156, 336, 328]
- article-paragraph: [985, 1504, 1270, 1727]
- article-paragraph: [1590, 1525, 1874, 1557]
- paragraph-lead: Sanitarna komisya: [367, 567, 519, 583]
